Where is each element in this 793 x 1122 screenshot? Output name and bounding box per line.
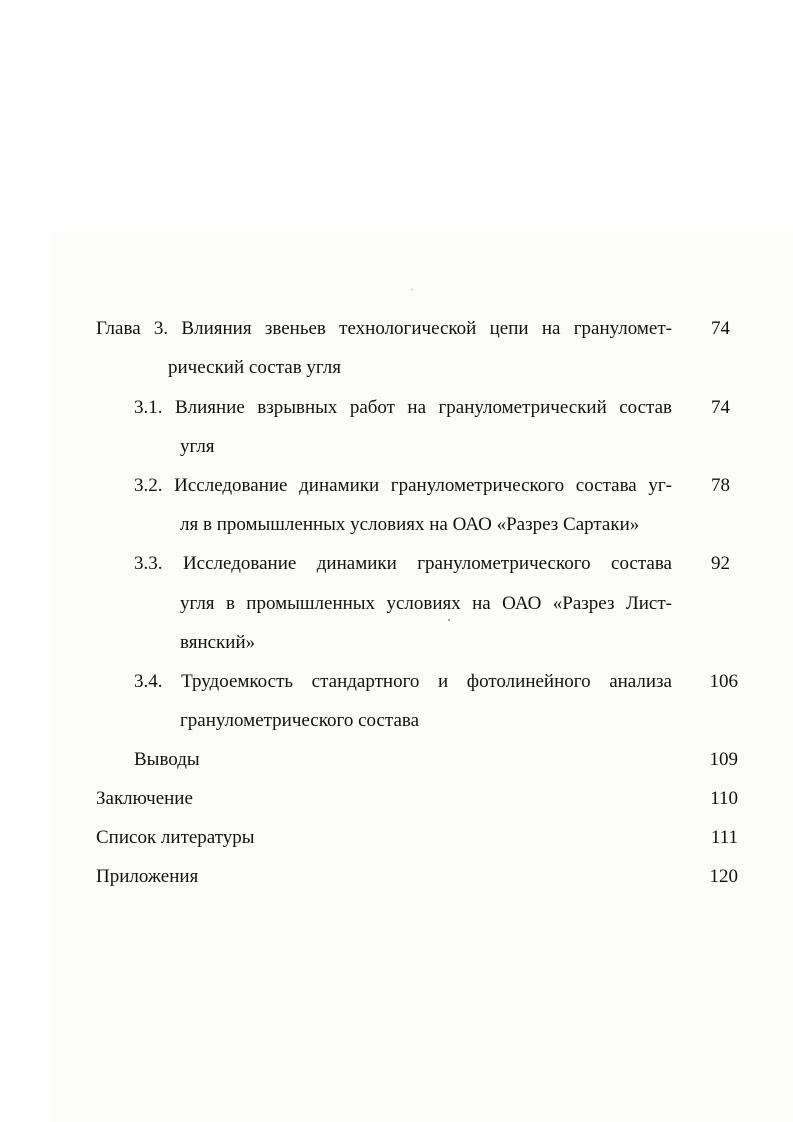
toc-entry-conclusions: Выводы bbox=[134, 749, 200, 770]
toc-entry-chapter-3-line-1: Глава 3. Влияния звеньев технологической цепи на грануломет- bbox=[96, 318, 672, 339]
scan-speck bbox=[412, 289, 413, 290]
toc-entry-3-2-line-1: 3.2. Исследование динамики гранулометрического состава уг- bbox=[134, 475, 672, 496]
toc-entry-3-3-line-3: вянский» bbox=[180, 632, 256, 653]
toc-entry-3-4-line-2: гранулометрического состава bbox=[180, 710, 420, 731]
toc-entry-chapter-3-line-2: рический состав угля bbox=[168, 357, 341, 378]
toc-page-3-2: 78 bbox=[711, 475, 730, 496]
toc-page-3-3: 92 bbox=[711, 553, 730, 574]
toc-entry-appendices: Приложения bbox=[96, 866, 199, 887]
toc-page-appendices: 120 bbox=[709, 866, 738, 887]
toc-entry-3-3-line-1: 3.3. Исследование динамики гранулометрического состава bbox=[134, 553, 672, 574]
toc-entry-3-1-line-1: 3.1. Влияние взрывных работ на гранулометрический состав bbox=[134, 397, 672, 418]
toc-entry-references: Список литературы bbox=[96, 827, 255, 848]
toc-entry-summary: Заключение bbox=[96, 788, 193, 809]
toc-entry-3-4-line-1: 3.4. Трудоемкость стандартного и фотолинейного анализа bbox=[134, 671, 672, 692]
toc-entry-3-2-line-2: ля в промышленных условиях на ОАО «Разрез Сартаки» bbox=[180, 514, 640, 535]
toc-page-3-1: 74 bbox=[711, 397, 730, 418]
toc-entry-3-3-line-2: угля в промышленных условиях на ОАО «Разрез Лист- bbox=[180, 593, 672, 614]
toc-page-conclusions: 109 bbox=[709, 749, 738, 770]
scan-speck bbox=[448, 619, 450, 621]
toc-page-summary: 110 bbox=[710, 788, 738, 809]
toc-entry-3-1-line-2: угля bbox=[180, 436, 215, 457]
toc-page-3-4: 106 bbox=[709, 671, 738, 692]
toc-page-references: 111 bbox=[710, 827, 738, 848]
toc-page-chapter-3: 74 bbox=[711, 318, 730, 339]
